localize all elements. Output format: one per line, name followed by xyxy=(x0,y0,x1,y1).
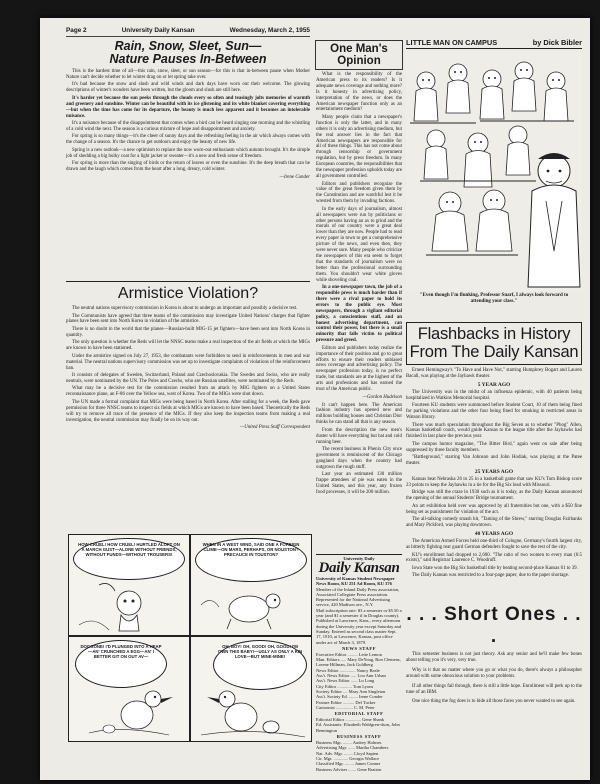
divider xyxy=(66,281,310,282)
short-ones-headline: . . . Short Ones . . . xyxy=(406,604,582,647)
news-staff-line: Society Editor .... Mary Ann Singleton xyxy=(316,688,386,694)
opinion-p2: Many people claim that a newspaper's function is only the latter, and in many others it is only an advertising medium, but the real answer lies in the fact that American newspapers are responsible for all of these things. This has not come about through censorship or government regulation, but by press freedom. In many European countries, the responsibilities that the newspaper profession upholds today are all government controlled. xyxy=(316,114,402,179)
flashbacks-p1: Ernest Hemingway's "To Have and Have Not," starring Humphrey Bogart and Lauren Bacall, was playing at the Jayhawk theater. xyxy=(406,368,582,379)
rain-p4: It's a nuisance because of the disappointment that comes when a bird can be heard singing one morning and the whistling of a cold wind the next. The season is a curious mixture of hope and disappointment and anxiety. xyxy=(66,121,310,132)
flashbacks-p7: Kansas beat Nebraska 26 to 25 in a basketball game that saw KU's Tom Bishop score 23 points to keep the Jayhawks in a tie for the Big Six lead with Missouri. xyxy=(406,477,582,488)
flashbacks-p9: An art exhibition held over was approved by all fraternities but one, with a $50 fine being set as punishment for violation of the act. xyxy=(406,503,582,515)
rain-p5: For spring is so many things—it's the cheer of sunny days and the refreshing feeling in the air which always comes with the change of a season. It's the chance to get outdoors and enjoy the beauty of new life. xyxy=(66,134,310,146)
rain-p1: This is the hardest time of all—this rain, snow, sleet, or sun season—for this is that in-between pause when Mother Nature can't decide whether to let winter drag on or let spring take over. xyxy=(66,69,310,80)
armistice-p3: There is no doubt in the world that the planes—Russian-built MIG-15 jet fighters—have been sent into North Korea in quantity. xyxy=(66,326,310,338)
news-staff-line: Ass't. News Editor ..... Lou Ann Urban xyxy=(316,673,386,679)
newspaper-page xyxy=(40,18,590,780)
armistice-p7: What may be a decisive test for the commission resulted from an attack by MIG fighters on a United States reconnaissance plane, an F-86 over the Yellow sea, west of Korea. Two of the MIGs were shot down. xyxy=(66,386,310,398)
rain-signature: —Irene Conder xyxy=(279,174,310,180)
masthead-title: Daily Kansan xyxy=(318,560,400,576)
opinion-p9: The recent business in Phenix City once government is reminiscent of the Chicago gangland days when the country had outgrown the rough stuff. xyxy=(316,447,402,470)
news-staff-line: Ass't. Society Ed. ........ Irene Conder xyxy=(316,694,383,700)
news-staff-line: Man. Editors ..... Mary DeYong, Ron Clemens, Lorene Hillman, Jack Goldberg xyxy=(316,657,401,668)
page-header xyxy=(66,27,310,37)
rain-headline-1: Rain, Snow, Sleet, Sun— xyxy=(114,39,262,53)
rain-p2: It's bad because the snow and slush and wild winds and dark days have worn out their welcome. The glowing descriptions of winter's wonders have been written, but the gloom and slush are still here. xyxy=(66,82,310,94)
short-ones-p2: Why is it that no matter where you go or what you do, there's always a philosopher around with some obnoxious solution to your problems. xyxy=(406,667,582,679)
speech-bubble-1: HOW CRUEL! HOW CRUEL! HURTLED ALOFT ON A MARCH GUST—ALONE WITHOUT FRIENDS, WITHOUT FUNDS—WITHOUT TROUSERS! xyxy=(73,538,185,580)
editorial-staff-line: Editorial Editor .............. Gene Shank xyxy=(316,717,384,723)
flashbacks-p14: The Daily Kansan was restricted to a four-page paper, due to the paper shortage. xyxy=(412,573,570,579)
issue-date: Wednesday, March 2, 1955 xyxy=(229,27,310,34)
news-staff-line: Feature Editor .......... Del Tucker xyxy=(316,699,376,705)
comic-panel-2 xyxy=(190,534,312,636)
comic-panel-1 xyxy=(68,534,190,636)
rain-p7: For spring is more than the singing of birds or the return of leaves or even the sunshine. It's the deep breath that can be drawn and the laugh which comes from the heart after a long, dreary, cold winter. xyxy=(66,161,310,173)
opinion-p8: From the description the new men's duster will have everything but hat and cold running beer. xyxy=(316,427,402,445)
armistice-signature: —United Press Staff Correspondent xyxy=(239,425,310,431)
comic-panel-3 xyxy=(68,636,190,742)
turtle-figure-icon xyxy=(191,535,311,635)
comic-panel-4 xyxy=(190,636,312,742)
armistice-p8: The UN made a formal complaint that MIGs were being based in North Korea. After stalling for a week, the Reds gave permission for three NNSC teams to inspect six fields at which MIGs are known to have been based. Theoretically the Reds will try to remove all trace of the presence of the MIGs. If they also keep the inspection teams from making a real investigation, the neutral commission may finally be on its way out. xyxy=(66,399,310,423)
paper-name: University Daily Kansan xyxy=(121,27,195,34)
opinion-p5: In a one-newspaper town, the job of a responsible press is much harder than if there were a rival paper to hold its errors to the public eye. Most newspapers, through a vigilant editorial policy, a conscientious staff, and an honest advertising department, can control their power, but there is a small minority that falls victim to political pressure and greed. xyxy=(316,285,402,344)
bibler-byline: by Dick Bibler xyxy=(532,38,582,47)
business-staff-line: Classified Mgr. ........ James Conner xyxy=(316,761,381,767)
flashbacks-p4: There was much speculation throughout the Big Seven as to whether "Phog" Allen, Kansas basketball coach, would guide Kansas to the league title after the Jayhawks had finished in last place the previous year. xyxy=(406,422,582,440)
bibler-cartoon xyxy=(406,38,582,318)
masthead-tagline: University Daily xyxy=(343,556,375,561)
masthead-line-1: University of Kansas Student Newspaper xyxy=(316,576,395,581)
forty-years-ago-label: 40 YEARS AGO xyxy=(474,531,514,538)
business-staff-line: Cir. Mgr. ............. Georgia Wallace xyxy=(316,755,380,761)
flashbacks-p2: The University was in the midst of an influenza epidemic, with 40 patients being hospitalized in Watkins Memorial hospital. xyxy=(406,389,582,401)
short-ones-p1: This semester business is not just theory. Ask any senior and he'll make few bones about telling you it's very, very true. xyxy=(406,652,582,663)
flashbacks-headline-1: Flashbacks in History xyxy=(417,325,571,343)
opinion-signature: —Gordon Hudelson xyxy=(362,394,402,400)
armistice-p6: It consists of delegates of Sweden, Switzerland, Poland and Czechoslovakia. The Swedes and Swiss, who are really neutrals, were nominated by the UN. The Poles and Czechs, who are Russian satellites, were nominated by the Reds. xyxy=(66,373,310,384)
business-staff-line: Nat. Adv. Mgr. ........ Lloyd Sapien xyxy=(316,750,379,756)
speech-bubble-2: WHEN IN A WEST WIND, SAID ONE A FOREIGN CLIME—ON MARS, PERHAPS, OR NOUSTON? PRECAUCE IN TOUSTON? xyxy=(195,538,307,582)
flashbacks-p12: KU's enrollment had dropped to 2,600. "The ratio of two women to every man (6:5 exists)," said Registrar Laurence C. Woodruff. xyxy=(406,552,582,564)
editorial-staff-line: Ed. Assistants: Elizabeth Wahlgren-dson, John Bennington xyxy=(316,722,400,733)
short-ones-p3: If all other things fail through, there is still a little hope. Enrollment will perk up to the tune of an IBM. xyxy=(406,683,582,695)
bird-figure-icon xyxy=(69,637,189,741)
armistice-p1: The neutral nations supervisory commission in Korea is about to undergo an important and possibly a decisive test. xyxy=(72,306,298,311)
armistice-p4: The only question is whether the Reds will let the NNSC teams make a real inspection of the air fields at which the MIGs are known to have been stationed. xyxy=(66,340,310,352)
business-staff-label: BUSINESS STAFF xyxy=(336,734,382,740)
flashbacks-p6: "Battleground," starring Van Johnson and John Hodiak, was playing at the Patee theater. xyxy=(406,455,582,467)
masthead xyxy=(316,554,402,778)
flashbacks-p3: Fourteen KU students were summoned before Student Court, 10 of them being fined for parking violations and the other four being fined for smoking in restricted areas in Watson library. xyxy=(406,403,582,421)
flashbacks-headline-2: From The Daily Kansan xyxy=(409,343,579,361)
armistice-p5: Under the armistice signed on July 27, 1953, the combatants were forbidden to send in reinforcements in men and war material. The neutral nations supervisory commission was set up to investigate complaints of violations of the reinforcement ban. xyxy=(66,353,310,371)
five-years-ago-label: 5 YEAR AGO xyxy=(477,381,511,388)
opinion-p3: Editors and publishers recognize the value of the great freedom given them by the Constitution and are watchful lest it be wrested from them by invading factions. xyxy=(316,181,402,205)
classroom-drawing-icon xyxy=(406,51,582,291)
speech-bubble-3: DOGGONE! I'D PLUNGED INTO A HEAP—AN' CRUNCHED A EGG—AN' I BETTER GIT ON OUT AV— xyxy=(75,640,167,688)
page-number: Page 2 xyxy=(66,27,87,34)
bibler-caption: "Even though I'm flunking, Professor Snarf, I always look forward to attending your class." xyxy=(419,293,569,304)
rain-p6: Spring is a new outlook—a new optimism to replace the now worn-out enthusiasm which autumn brought. It's the simple job of shedding a big bulky coat for a light jacket or sweater—it's a new and fresh sense of freedom. xyxy=(66,147,310,159)
twenty-five-years-ago-label: 25 YEARS AGO xyxy=(474,469,514,476)
short-ones-p4: One nice thing the fog does is to hide all those faces you never wanted to see again. xyxy=(412,699,576,705)
armistice-p2: The Communists have agreed that three teams of the commission may investigate United Nations' charges that fighter planes have been sent into North Korea in violation of the armistice. xyxy=(66,313,310,325)
flashbacks-p13: Iowa State won the Big Six basketball title by beating second-place Kansas 61 to 39. xyxy=(412,565,578,571)
opinion-p1: What is the responsibility of the American press to its readers? Is it adequate news coverage and nothing more? Is it honesty in advertising policy, interpretation of the news, or does the American newspaper function only as an entertainment medium? xyxy=(316,72,402,113)
opinion-p4: In the early days of journalism, almost all newspapers were run by politicians or other persons having an ax to grind and the morals of our country were a great deal lower than they are now. People had to read every paper in town to get a comprehensive picture of the news, and even then, they were never sure. Many people who criticize the newspapers of this era seem to forget that the standards of journalism were no better than the professional surrounding them. You shouldn't wear white gloves while shoveling coal. xyxy=(316,206,402,283)
short-ones-column xyxy=(406,604,582,776)
business-staff-line: Advertising Mgr. ...... Martha Chambers xyxy=(316,745,389,751)
news-staff-line: City Editor ............. Tom Lyons xyxy=(316,683,374,689)
masthead-line-3: Member of the Inland Daily Press association, Associated Collegiate Press association. Represented for the National Advertising service, 420 Madison ave., N.Y. xyxy=(316,586,400,608)
masthead-line-2: News Room, KU 251 Ad Room, KU 376 xyxy=(316,581,392,587)
opinion-p7: It can't happen here. The American fashion industry has opened new and millions building houses and Christian Dior thinks he can stand all that is any season. xyxy=(316,402,402,426)
opinion-box xyxy=(315,40,403,70)
armistice-editorial xyxy=(66,281,310,528)
business-staff-line: Business Mgr. ........ Audrey Holmes xyxy=(316,740,382,746)
bibler-title-bar xyxy=(406,38,582,49)
flashbacks-p8: Bridge was still the craze in 1930 such as it is today, as the Daily Kansan announced the opening of the annual Students' Bridge tournament. xyxy=(406,490,582,502)
news-staff-line: Ass't. News Editor ...... Lu Long xyxy=(316,678,375,684)
opinion-p6: Editors and publishers today realize the importance of their position and go to great efforts to ensure their readers unbiased news coverage and advertising policy. The newspaper profession today, is no perfect trade, but standards are at the highest of the arts and professions and has earned the trust of the American public. xyxy=(316,345,402,393)
news-staff-line: Cartoonist ............... C. M. Peter xyxy=(316,704,375,710)
armistice-headline: Armistice Violation? xyxy=(117,285,259,302)
bird-with-egg-icon xyxy=(191,637,311,741)
flashbacks-header-box xyxy=(406,322,582,365)
rain-p3: It's harder yet because the sun peeks through the clouds every so often and teasingly jolts memories of warmth and greenery and sunshine. Winter can be beautiful with its ice glistening and its white blanket covering everything—but when the time has come for its departure, the beauty is much less apparent and it becomes an intolerable nuisance. xyxy=(66,95,310,119)
pogo-figure-icon xyxy=(69,535,189,635)
rain-editorial xyxy=(66,40,310,278)
news-staff-line: Executive Editor ......... Lette Lemon xyxy=(316,651,382,657)
opinion-headline-1: One Man's xyxy=(330,43,388,55)
news-staff-line: News Editor .............. Nancy Beale xyxy=(316,667,380,673)
speech-bubble-4: OH, BOY! OH, GOOD! OH, GOOD! I'M OWN THIS BABY!—UGLY AS ONLY A KIN LOVE—BUT MINE-MINE! xyxy=(213,640,307,690)
flashbacks-column xyxy=(406,322,582,579)
bibler-title: LITTLE MAN ON CAMPUS xyxy=(406,38,498,47)
opinion-column xyxy=(316,72,402,550)
editorial-staff-label: EDITORIAL STAFF xyxy=(334,711,384,717)
flashbacks-p11: The American Armed Forces held one-third of Cologne, Germany's fourth largest city, as bitterly fighting rear guard German defenders fought to save the rest of the city. xyxy=(406,539,582,550)
news-staff-label: NEWS STAFF xyxy=(342,645,376,651)
rain-headline-2: Nature Pauses In-Between xyxy=(109,52,267,66)
flashbacks-p10: The all-talking comedy smash hit, "Taming of the Shrew," starring Douglas Fairbanks and Mary Pickford, was playing downtown. xyxy=(406,517,582,529)
flashbacks-p5: The campus humor magazine, "The Bitter Bird," again went on sale after being suppressed by three faculty members. xyxy=(406,441,582,453)
opinion-p10: Last year an estimated 130 million frappe attendees of pie was eaten in the United States, and this year, any frozen food processes, it will be 200 million. xyxy=(316,472,402,495)
business-staff-line: Business Adviser ....... Gene Bratton xyxy=(316,766,382,772)
masthead-line-4: Mail subscription rate: $3 a semester or $5.50 a year (and $1 a semester if in Douglas county). Published at Lawrence, Kans., every afternoon during the University year except Saturday and Sunday. Entered as second class matter Sept. 17, 1910, at Lawrence, Kansas, post office under act of March 3, 1879. xyxy=(316,607,402,645)
opinion-headline-2: Opinion xyxy=(337,55,381,67)
